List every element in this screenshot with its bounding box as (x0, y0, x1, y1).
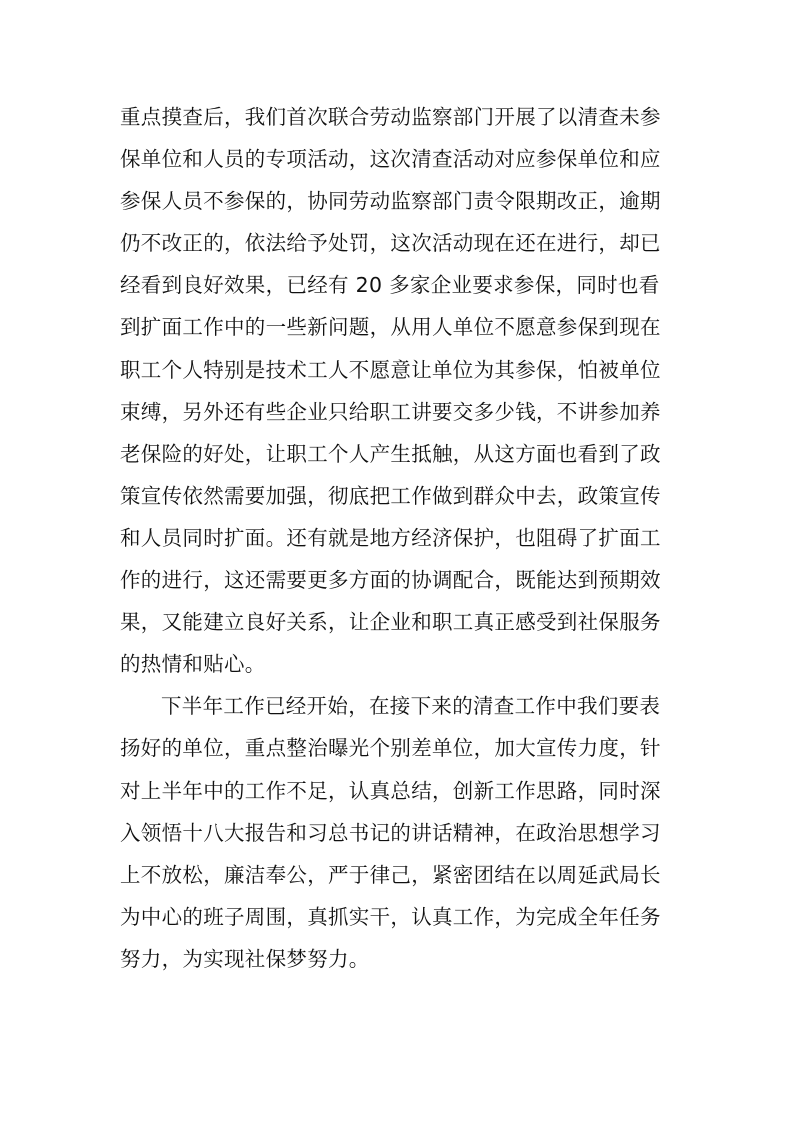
paragraph-1-line: 的热情和贴心。 (120, 652, 266, 677)
document-body (120, 96, 680, 980)
paragraph-2-line: 上不放松，廉洁奉公，严于律己，紧密团结在以周延武局长 (120, 862, 661, 887)
paragraph-1-line: 重点摸查后，我们首次联合劳动监察部门开展了以清查未参 (120, 105, 661, 129)
paragraph-1-line: 到扩面工作中的一些新问题，从用人单位不愿意参保到现在 (120, 315, 661, 340)
paragraph-1-line: 仍不改正的，依法给予处罚，这次活动现在还在进行，却已 (120, 231, 661, 256)
paragraph-1-line: 策宣传依然需要加强，彻底把工作做到群众中去，政策宣传 (120, 483, 661, 508)
paragraph-1-line: 经看到良好效果，已经有 20 多家企业要求参保，同时也看 (120, 273, 660, 298)
paragraph-1-line: 参保人员不参保的，协同劳动监察部门责令限期改正，逾期 (120, 189, 661, 214)
paragraph-1-line: 束缚，另外还有些企业只给职工讲要交多少钱，不讲参加养 (120, 399, 661, 424)
paragraph-1-line: 保单位和人员的专项活动，这次清查活动对应参保单位和应 (120, 147, 661, 172)
paragraph-2-line: 入领悟十八大报告和习总书记的讲话精神，在政治思想学习 (120, 820, 661, 845)
paragraph-1-line: 作的进行，这还需要更多方面的协调配合，既能达到预期效 (120, 568, 661, 593)
paragraph-2-line: 下半年工作已经开始，在接下来的清查工作中我们要表 (161, 694, 661, 719)
paragraph-1-line: 和人员同时扩面。还有就是地方经济保护，也阻碍了扩面工 (120, 525, 661, 550)
paragraph-2-line: 为中心的班子周围，真抓实干，认真工作，为完成全年任务 (120, 904, 661, 929)
paragraph-2-line: 努力，为实现社保梦努力。 (120, 946, 370, 971)
paragraph-2-line: 扬好的单位，重点整治曝光个别差单位，加大宣传力度，针 (120, 736, 661, 761)
paragraph-1-line: 果，又能建立良好关系，让企业和职工真正感受到社保服务 (120, 610, 661, 635)
paragraph-1-line: 老保险的好处，让职工个人产生抵触，从这方面也看到了政 (120, 441, 661, 466)
paragraph-1-line: 职工个人特别是技术工人不愿意让单位为其参保，怕被单位 (120, 357, 661, 382)
paragraph-2-line: 对上半年中的工作不足，认真总结，创新工作思路，同时深 (120, 778, 661, 803)
